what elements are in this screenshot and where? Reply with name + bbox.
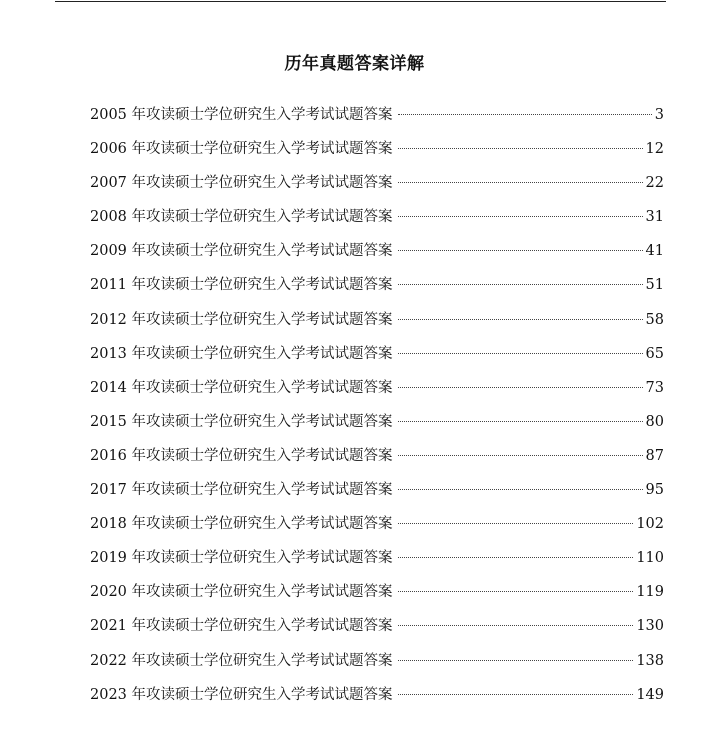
dot-leader xyxy=(398,625,634,626)
toc-entry[interactable] xyxy=(90,103,664,137)
toc-entry[interactable] xyxy=(90,683,664,717)
toc-entry[interactable] xyxy=(90,410,664,444)
toc-entry-page-number: 51 xyxy=(645,277,664,294)
dot-leader xyxy=(398,523,634,524)
page-title: 历年真题答案详解 xyxy=(284,54,425,75)
toc-entry-page-number: 58 xyxy=(645,311,664,328)
toc-entry-label: 2023 年攻读硕士学位研究生入学考试试题答案 xyxy=(90,686,393,703)
dot-leader xyxy=(398,694,634,695)
dot-leader xyxy=(398,591,634,592)
toc-entry-page-number: 110 xyxy=(636,550,664,567)
toc-entry-page-number: 87 xyxy=(645,447,664,464)
toc-entry-page-number: 3 xyxy=(654,107,664,123)
toc-entry-label: 2012 年攻读硕士学位研究生入学考试试题答案 xyxy=(90,311,393,328)
toc-entry[interactable] xyxy=(90,171,664,205)
toc-entry-page-number: 73 xyxy=(645,379,664,396)
dot-leader xyxy=(398,421,643,422)
toc-entry-label: 2022 年攻读硕士学位研究生入学考试试题答案 xyxy=(90,652,393,669)
toc-entry-page-number: 80 xyxy=(645,413,664,430)
toc-entry-page-number: 149 xyxy=(636,686,664,703)
toc-entry-label: 2018 年攻读硕士学位研究生入学考试试题答案 xyxy=(90,516,393,533)
toc-entry-label: 2016 年攻读硕士学位研究生入学考试试题答案 xyxy=(90,447,393,464)
toc-entry-label: 2020 年攻读硕士学位研究生入学考试试题答案 xyxy=(90,584,393,601)
toc-entry[interactable] xyxy=(90,239,664,273)
toc-entry-label: 2013 年攻读硕士学位研究生入学考试试题答案 xyxy=(90,345,393,362)
toc-entry[interactable] xyxy=(90,273,664,307)
toc-entry-page-number: 102 xyxy=(636,516,664,533)
toc-entry-label: 2021 年攻读硕士学位研究生入学考试试题答案 xyxy=(90,618,393,635)
toc-entry-page-number: 41 xyxy=(645,243,664,260)
table-of-contents xyxy=(90,103,664,717)
dot-leader xyxy=(398,182,643,183)
toc-entry[interactable] xyxy=(90,649,664,683)
toc-entry-label: 2015 年攻读硕士学位研究生入学考试试题答案 xyxy=(90,413,393,430)
toc-entry-label: 2019 年攻读硕士学位研究生入学考试试题答案 xyxy=(90,550,393,567)
toc-entry-page-number: 119 xyxy=(636,584,664,601)
toc-entry-label: 2017 年攻读硕士学位研究生入学考试试题答案 xyxy=(90,482,393,499)
dot-leader xyxy=(398,284,643,285)
dot-leader xyxy=(398,660,634,661)
dot-leader xyxy=(398,319,643,320)
dot-leader xyxy=(398,250,643,251)
header-rule xyxy=(55,1,666,2)
toc-entry[interactable] xyxy=(90,308,664,342)
dot-leader xyxy=(398,557,634,558)
toc-entry-page-number: 22 xyxy=(645,175,664,192)
toc-entry-label: 2005 年攻读硕士学位研究生入学考试试题答案 xyxy=(90,107,393,123)
toc-entry[interactable] xyxy=(90,478,664,512)
toc-entry[interactable] xyxy=(90,580,664,614)
toc-entry-label: 2009 年攻读硕士学位研究生入学考试试题答案 xyxy=(90,243,393,260)
dot-leader xyxy=(398,489,643,490)
toc-entry-page-number: 65 xyxy=(645,345,664,362)
toc-entry-label: 2007 年攻读硕士学位研究生入学考试试题答案 xyxy=(90,175,393,192)
toc-entry-page-number: 95 xyxy=(645,482,664,499)
dot-leader xyxy=(398,148,643,149)
toc-entry-page-number: 12 xyxy=(645,141,664,158)
toc-entry[interactable] xyxy=(90,137,664,171)
toc-entry[interactable] xyxy=(90,444,664,478)
toc-entry[interactable] xyxy=(90,546,664,580)
dot-leader xyxy=(398,216,643,217)
toc-entry-label: 2011 年攻读硕士学位研究生入学考试试题答案 xyxy=(90,277,393,294)
dot-leader xyxy=(398,114,652,115)
toc-entry[interactable] xyxy=(90,205,664,239)
toc-entry-label: 2006 年攻读硕士学位研究生入学考试试题答案 xyxy=(90,141,393,158)
dot-leader xyxy=(398,455,643,456)
toc-entry[interactable] xyxy=(90,342,664,376)
dot-leader xyxy=(398,353,643,354)
toc-entry[interactable] xyxy=(90,376,664,410)
toc-entry-label: 2014 年攻读硕士学位研究生入学考试试题答案 xyxy=(90,379,393,396)
toc-entry-page-number: 130 xyxy=(636,618,664,635)
toc-entry-label: 2008 年攻读硕士学位研究生入学考试试题答案 xyxy=(90,209,393,226)
toc-entry-page-number: 138 xyxy=(636,652,664,669)
toc-entry-page-number: 31 xyxy=(645,209,664,226)
toc-entry[interactable] xyxy=(90,512,664,546)
toc-entry[interactable] xyxy=(90,614,664,648)
dot-leader xyxy=(398,387,643,388)
